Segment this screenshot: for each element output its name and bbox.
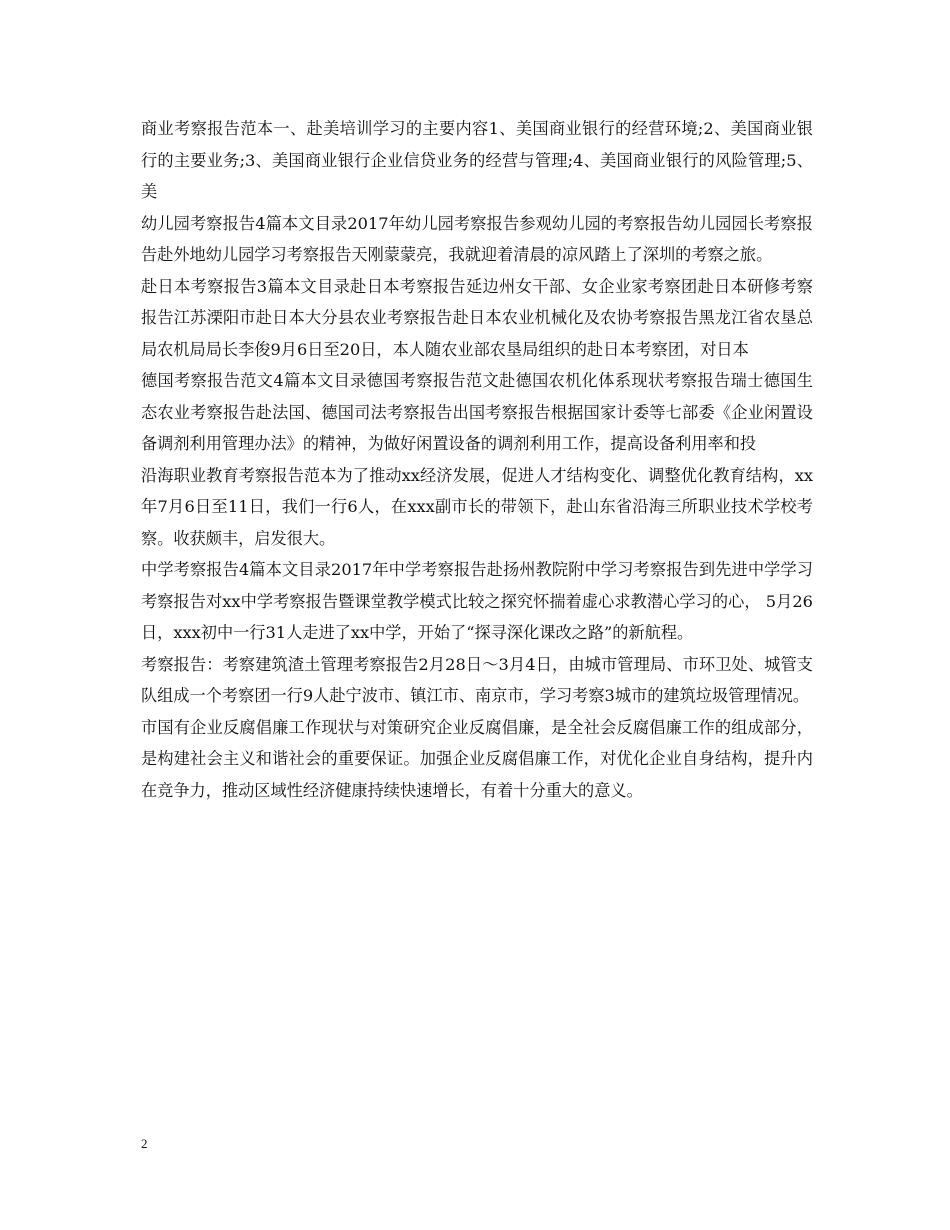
- document-body: [141, 113, 813, 806]
- page-number: 2: [141, 1136, 148, 1151]
- paragraph-germany-report: 德国考察报告范文4篇本文目录德国考察报告范文赴德国农机化体系现状考察报告瑞士德国生态农业考察报告赴法国、德国司法考察报告出国考察报告根据国家计委等七部委《企业闲置设备调剂利用管理办法》的精神，为做好闲置设备的调剂利用工作，提高设备利用率和投: [141, 371, 813, 453]
- paragraph-us-bank-report: 商业考察报告范本一、赴美培训学习的主要内容1、美国商业银行的经营环境;2、美国商业银行的主要业务;3、美国商业银行企业信贷业务的经营与管理;4、美国商业银行的风险管理;5、美: [141, 119, 813, 201]
- paragraph-construction-waste-report: 考察报告：考察建筑渣土管理考察报告2月28日～3月4日，由城市管理局、市环卫处、城管支队组成一个考察团一行9人赴宁波市、镇江市、南京市，学习考察3城市的建筑垃圾管理情况。: [141, 654, 813, 705]
- paragraph-vocational-education-report: 沿海职业教育考察报告范本为了推动xx经济发展，促进人才结构变化、调整优化教育结构，xx年7月6日至11日，我们一行6人，在xxx副市长的带领下，赴山东省沿海三所职业技术学校考察。收获颇丰，启发很大。: [141, 465, 813, 548]
- paragraph-anti-corruption-report: 市国有企业反腐倡廉工作现状与对策研究企业反腐倡廉，是全社会反腐倡廉工作的组成部分，是构建社会主义和谐社会的重要保证。加强企业反腐倡廉工作，对优化企业自身结构，提升内在竞争力，推动区域性经济健康持续快速增长，有着十分重大的意义。: [141, 717, 813, 800]
- paragraph-middle-school-report: 中学考察报告4篇本文目录2017年中学考察报告赴扬州教院附中学习考察报告到先进中学学习考察报告对xx中学考察报告暨课堂教学模式比较之探究怀揣着虚心求教潜心学习的心， 5月26日，xxx初中一行31人走进了xx中学，开始了“探寻深化课改之路”的新航程。: [141, 560, 813, 642]
- paragraph-japan-report: 赴日本考察报告3篇本文目录赴日本考察报告延边州女干部、女企业家考察团赴日本研修考察报告江苏溧阳市赴日本大分县农业考察报告赴日本农业机械化及农协考察报告黑龙江省农垦总局农机局局长李俊9月6日至20日，本人随农业部农垦局组织的赴日本考察团，对日本: [141, 276, 813, 359]
- paragraph-kindergarten-report: 幼儿园考察报告4篇本文目录2017年幼儿园考察报告参观幼儿园的考察报告幼儿园园长考察报告赴外地幼儿园学习考察报告天刚蒙蒙亮，我就迎着清晨的凉风踏上了深圳的考察之旅。: [141, 213, 813, 264]
